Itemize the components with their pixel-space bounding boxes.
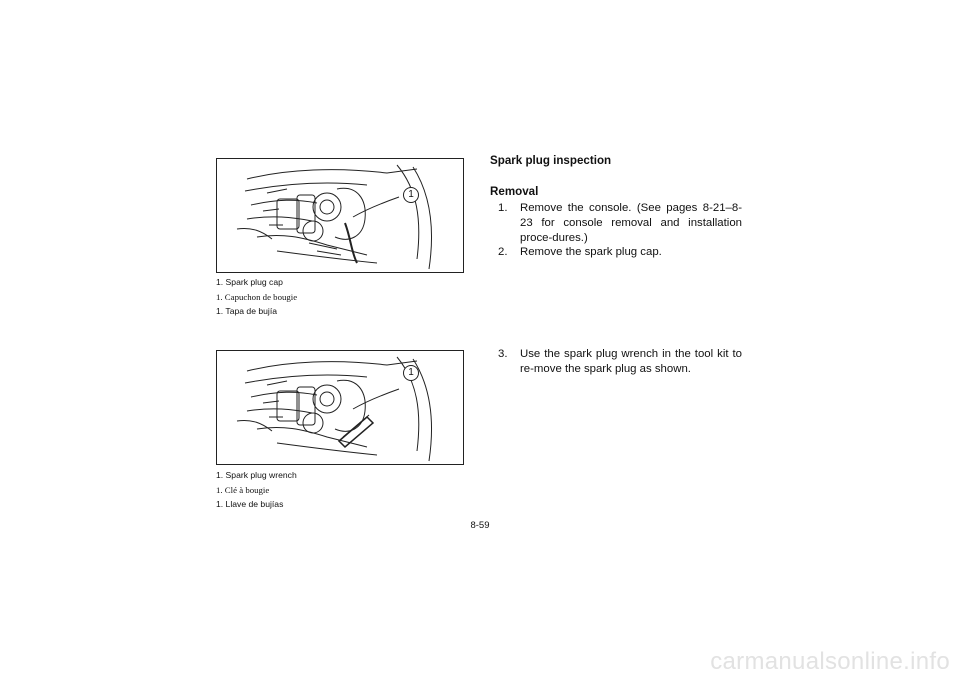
section-subtitle: Removal xyxy=(490,185,539,198)
step-item xyxy=(498,347,742,377)
engine-illustration-2 xyxy=(217,351,463,464)
step-number: 2. xyxy=(498,246,508,258)
caption-french: 1. Capuchon de bougie xyxy=(216,291,298,302)
figure2-captions xyxy=(216,468,466,512)
figure-spark-plug-cap xyxy=(216,158,464,273)
step-text: Remove the spark plug cap. xyxy=(520,246,662,258)
caption-english: 1. Spark plug cap xyxy=(216,277,283,287)
step-item xyxy=(498,245,742,260)
engine-illustration-1 xyxy=(217,159,463,272)
caption-french: 1. Clé à bougie xyxy=(216,484,270,495)
watermark: carmanualsonline.info xyxy=(710,648,950,675)
step-text: Remove the console. (See pages 8-21–8-23 for console removal and installation proce-dures.) xyxy=(520,202,742,244)
section-title: Spark plug inspection xyxy=(490,154,612,167)
caption-spanish: 1. Llave de bujías xyxy=(216,499,284,509)
caption-english: 1. Spark plug wrench xyxy=(216,470,297,480)
callout-number: 1 xyxy=(403,187,419,203)
figure-spark-plug-wrench xyxy=(216,350,464,465)
step-number: 1. xyxy=(498,202,508,214)
step-number: 3. xyxy=(498,348,508,360)
figure1-captions xyxy=(216,275,466,319)
page-number: 8-59 xyxy=(470,520,490,531)
step-item xyxy=(498,201,742,246)
callout-number: 1 xyxy=(403,365,419,381)
caption-spanish: 1. Tapa de bujía xyxy=(216,306,278,316)
step-text: Use the spark plug wrench in the tool kit to re-move the spark plug as shown. xyxy=(520,348,742,375)
